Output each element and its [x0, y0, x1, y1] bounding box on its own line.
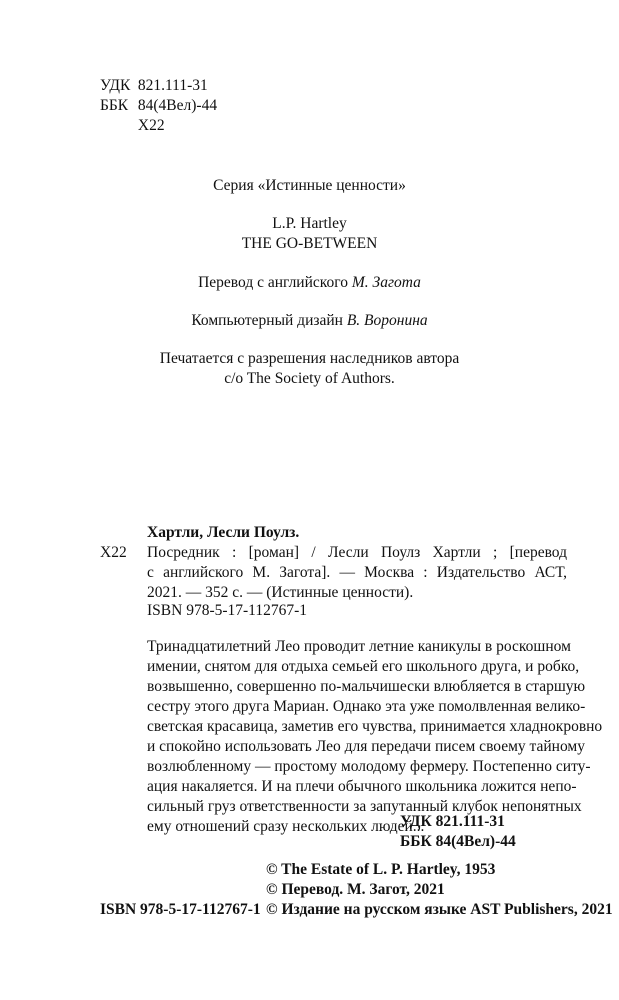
author-sign-row [100, 116, 217, 136]
bbk-label: ББК [100, 97, 129, 114]
series-line: Серия «Истинные ценности» [213, 177, 406, 194]
annotation-line: сестру этого друга Мариан. Однако эта уже помолвленная велико- [147, 698, 586, 715]
permission-notice [0, 349, 619, 389]
annotation-line: светская красавица, заметив его чувства, принимается хладнокровно [147, 718, 603, 735]
designer-prefix: Компьютерный дизайн [191, 312, 343, 329]
bib-desc-line-1: Посредник : [роман] / Лесли Поулз Хартли ; [перевод [147, 544, 567, 561]
permission-line-2: c/o The Society of Authors. [224, 370, 395, 387]
annotation-line: имении, снятом для отдыха семьей его школьного друга, и робко, [147, 658, 580, 675]
copyright-line-3: © Издание на русском языке AST Publishers, 2021 [266, 901, 613, 918]
bib-desc-line-3: 2021. — 352 с. — (Истинные ценности). [147, 584, 414, 601]
translator-credit [0, 273, 619, 293]
annotation-line: ация накаляется. И на плечи обычного школьника ложится непо- [147, 778, 577, 795]
isbn-bottom: ISBN 978-5-17-112767-1 [100, 901, 261, 918]
translator-prefix: Перевод с английского [198, 274, 348, 291]
annotation-line: и спокойно использовать Лео для передачи писем своему тайному [147, 738, 585, 755]
bib-author-heading: Хартли, Лесли Поулз. [147, 524, 300, 541]
bbk-row [100, 96, 217, 116]
copyright-block [266, 860, 613, 920]
author-sign: Х22 [137, 117, 165, 134]
designer-credit [0, 311, 619, 331]
bib-description [147, 543, 567, 603]
bib-author-sign: Х22 [100, 544, 127, 561]
designer-name: В. Воронина [346, 312, 428, 329]
annotation-line: возлюбленному — простому молодому фермеру. Постепенно ситу- [147, 758, 591, 775]
annotation-line: Тринадцатилетний Лео проводит летние каникулы в роскошном [147, 638, 571, 655]
original-author: L.P. Hartley [272, 215, 347, 232]
original-title: THE GO-BETWEEN [241, 235, 378, 252]
annotation [147, 637, 603, 837]
copyright-line-1: © The Estate of L. P. Hartley, 1953 [266, 861, 496, 878]
bbk-value: 84(4Вел)-44 [137, 97, 218, 114]
annotation-line: ему отношений сразу нескольких людей... [147, 818, 425, 835]
udk-row [100, 76, 217, 96]
permission-line-1: Печатается с разрешения наследников автора [159, 350, 460, 367]
bib-desc-line-2: с английского М. Загота]. — Москва : Издательство АСТ, [147, 564, 567, 581]
classification-block [100, 76, 217, 136]
udk-value: 821.111-31 [137, 77, 208, 94]
udk-bottom: УДК 821.111-31 [400, 813, 505, 830]
annotation-line: сильный груз ответственности за запутанный клубок непонятных [147, 798, 582, 815]
annotation-line: возвышенно, совершенно по-мальчишески влюбляется в старшую [147, 678, 586, 695]
copyright-line-2: © Перевод. М. Загот, 2021 [266, 881, 445, 898]
udk-label: УДК [100, 77, 131, 94]
index-codes-bottom [400, 812, 516, 852]
bib-isbn: ISBN 978-5-17-112767-1 [147, 602, 308, 619]
bbk-bottom: ББК 84(4Вел)-44 [400, 833, 516, 850]
translator-name: М. Загота [351, 274, 421, 291]
